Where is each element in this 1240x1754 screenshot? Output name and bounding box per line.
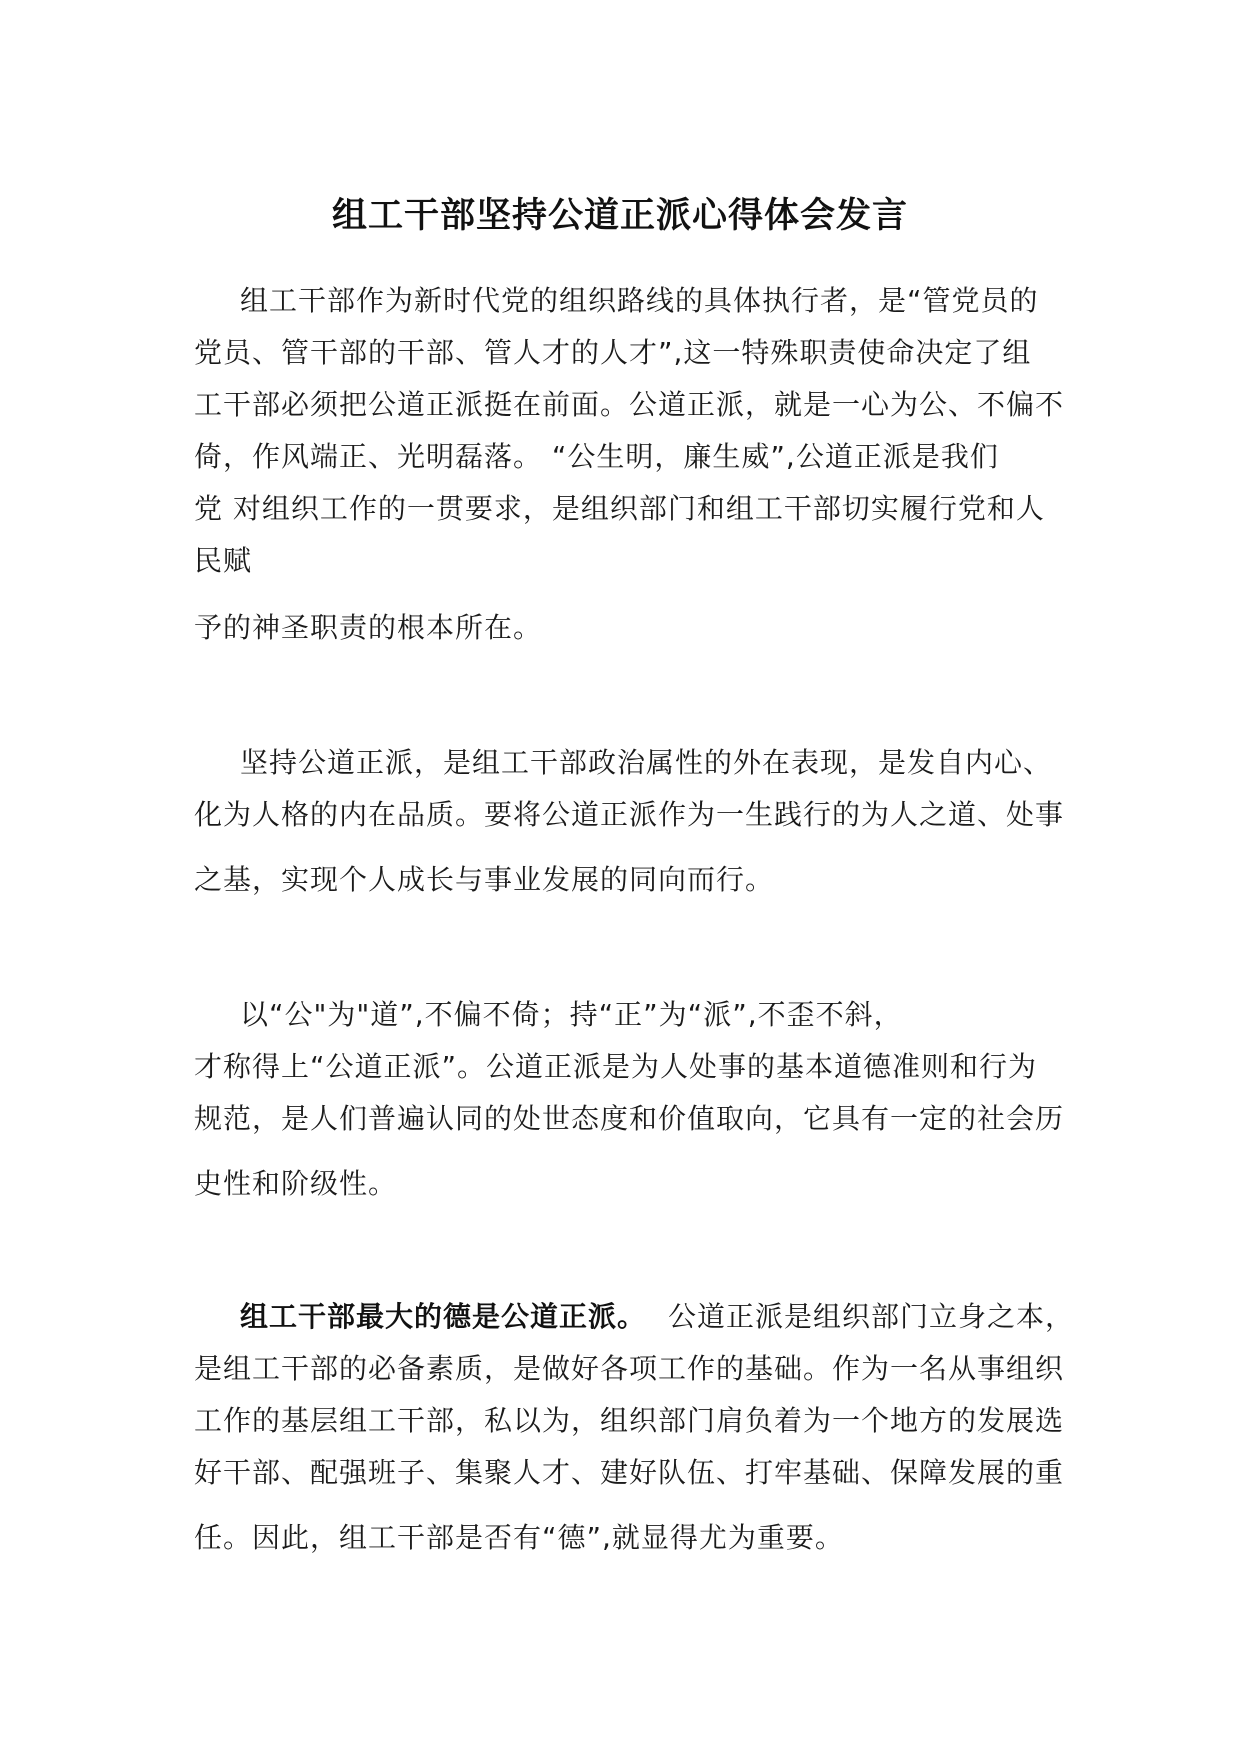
paragraph-line: 才称得上“公道正派”。公道正派是为人处事的基本道德准则和行为 — [194, 1050, 1038, 1083]
paragraph-line: 组工干部作为新时代党的组织路线的具体执行者，是“管党员的 — [240, 284, 1039, 317]
lead-rest-text: 公道正派是组织部门立身之本， — [668, 1300, 1075, 1333]
paragraph-line: 倚，作风端正、光明磊落。 “公生明，廉生威”,公道正派是我们 — [194, 440, 999, 473]
paragraph-line: 党 对组织工作的一贯要求，是组织部门和组工干部切实履行党和人 — [194, 492, 1045, 525]
document-title: 组工干部坚持公道正派心得体会发言 — [331, 196, 908, 236]
paragraph-line: 民赋 — [194, 544, 253, 577]
paragraph-line: 之基，实现个人成长与事业发展的同向而行。 — [194, 863, 775, 896]
paragraph-line: 以“公"为"道”,不偏不倚；持“正”为“派”,不歪不斜， — [240, 998, 903, 1031]
paragraph-line: 工作的基层组工干部，私以为，组织部门肩负着为一个地方的发展选 — [194, 1404, 1065, 1437]
paragraph-line: 工干部必须把公道正派挺在前面。公道正派，就是一心为公、不偏不 — [194, 388, 1065, 421]
paragraph-line: 好干部、配强班子、集聚人才、建好队伍、打牢基础、保障发展的重 — [194, 1456, 1065, 1489]
lead-bold-text: 组工干部最大的德是公道正派。 — [240, 1300, 647, 1333]
paragraph-line: 任。因此，组工干部是否有“德”,就显得尤为重要。 — [194, 1521, 844, 1554]
paragraph-line: 化为人格的内在品质。要将公道正派作为一生践行的为人之道、处事 — [194, 798, 1065, 831]
paragraph-line: 坚持公道正派，是组工干部政治属性的外在表现，是发自内心、 — [240, 746, 1053, 779]
paragraph-line: 予的神圣职责的根本所在。 — [194, 611, 543, 644]
paragraph-line: 是组工干部的必备素质，是做好各项工作的基础。作为一名从事组织 — [194, 1352, 1065, 1385]
paragraph-line: 规范，是人们普遍认同的处世态度和价值取向，它具有一定的社会历 — [194, 1102, 1065, 1135]
paragraph-line: 史性和阶级性。 — [194, 1167, 398, 1200]
paragraph-line: 党员、管干部的干部、管人才的人才”,这一特殊职责使命决定了组 — [194, 336, 1032, 369]
paragraph-lead-line — [240, 1297, 1074, 1337]
